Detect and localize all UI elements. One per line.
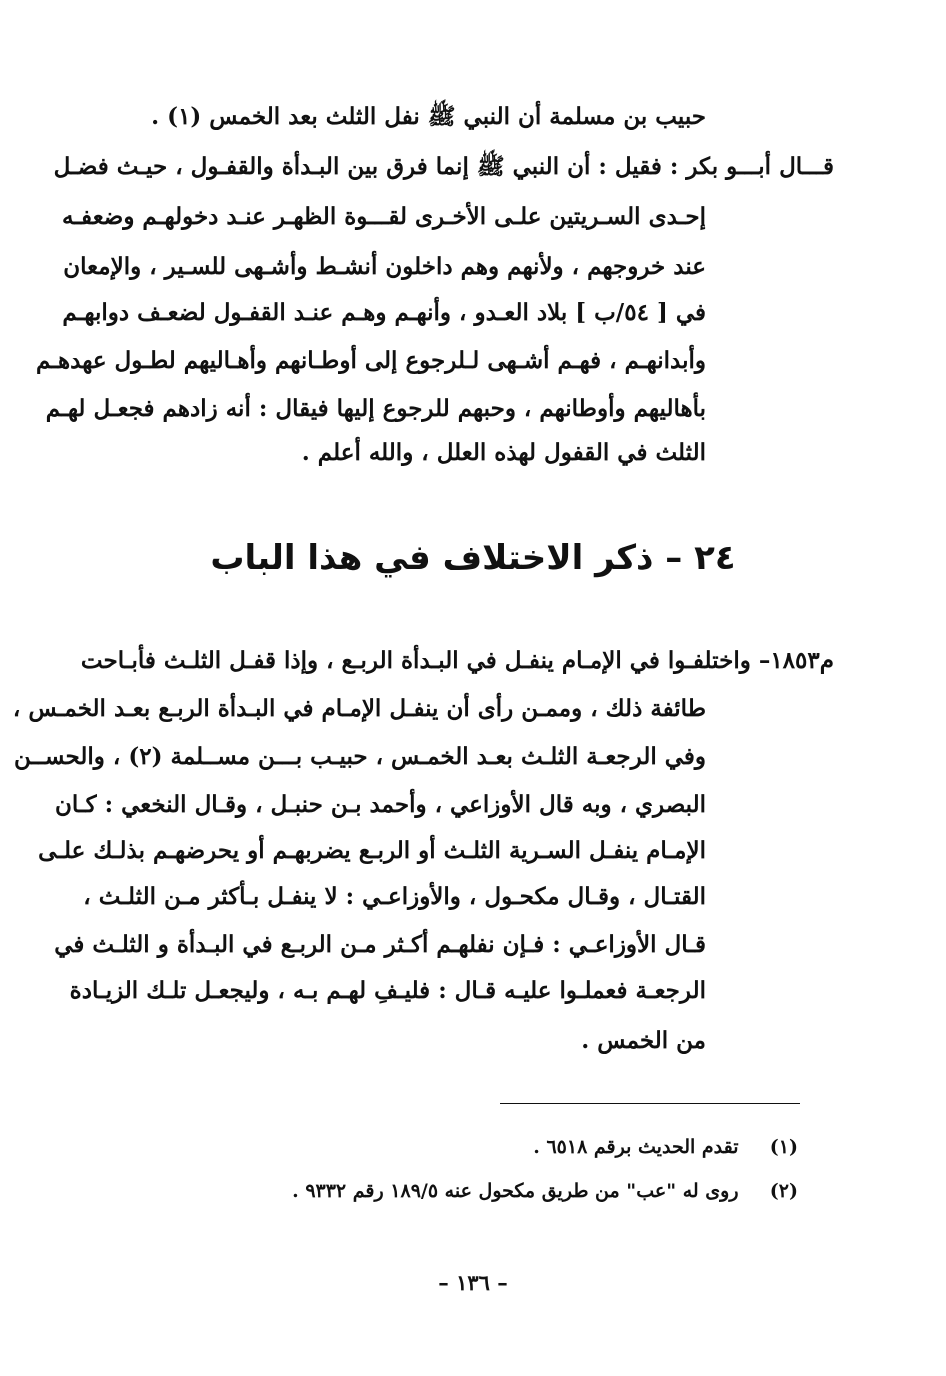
para1-line-3: عند خروجهم ، ولأنهم وهم داخلون أنشـط وأشـهى للسـير ، والإمعان: [63, 253, 706, 280]
footnote-text: تقدم الحديث برقم ٦٥١٨ .: [533, 1136, 739, 1158]
para2-line-5: الإمـام ينفـل السـرية الثلـث أو الربـع يضربهـم أو يحرضهـم بذلـك علـى: [38, 837, 706, 864]
para2-line-9: من الخمس .: [581, 1027, 706, 1054]
intro-line: حبيب بن مسلمة أن النبي ﷺ نفل الثلث بعد الخمس (١) .: [151, 103, 706, 130]
para1-line-4: في [ ٥٤/ب ] بلاد العـدو ، وأنهـم وهـم عنـد القفـول لضعـف دوابهـم: [62, 299, 706, 326]
footnote-1: [533, 1134, 798, 1160]
para2-line-1: م١٨٥٣– واختلفـوا في الإمـام ينفـل في البـدأة الربـع ، وإذا قفـل الثلـث فأبـاحت: [80, 647, 834, 674]
para1-line-5: وأبدانهـم ، فهـم أشـهى لـلرجوع إلى أوطـانهم وأهـاليهم لطـول عهدهـم: [35, 347, 706, 374]
para2-line-7: قـال الأوزاعـي : فـإن نفلهـم أكـثر مـن الربـع في البـدأة و الثلـث في: [54, 931, 706, 958]
para2-line-8: الرجعـة فعملـوا عليـه قـال : فليـفِ لهـم بـه ، وليجعـل تلـك الزيـادة: [69, 977, 706, 1004]
footnote-divider: [500, 1103, 800, 1104]
footnote-text: روى له "عب" من طريق مكحول عنه ١٨٩/٥ رقم ٩٣٣٢ .: [292, 1180, 739, 1202]
para2-line-3: وفي الرجعـة الثلـث بعـد الخمـس ، حبيـب بـــن مســلمة (٢) ، والحســن: [14, 743, 706, 770]
para2-line-2: طائفة ذلك ، وممـن رأى أن ينفـل الإمـام في البـدأة الربـع بعـد الخمـس ،: [12, 695, 706, 722]
para2-line-6: القتـال ، وقـال مكحـول ، والأوزاعـي : لا ينفـل بـأكثر مـن الثلـث ،: [83, 883, 706, 910]
section-heading: ٢٤ – ذكر الاختلاف في هذا الباب: [210, 538, 736, 578]
footnote-2: [292, 1178, 798, 1204]
footnote-marker: (٢): [769, 1180, 798, 1202]
para1-line-1: قـــال أبـــو بكر : فقيل : أن النبي ﷺ إنما فرق بين البـدأة والقفـول ، حيـث فضـل: [53, 153, 834, 180]
para1-line-6: بأهاليهم وأوطانهم ، وحبهم للرجوع إليها فيقال : أنه زادهم فجعـل لهـم: [45, 395, 706, 422]
para1-line-7: الثلث في القفول لهذه العلل ، والله أعلم .: [301, 439, 706, 466]
page-number: – ١٣٦ –: [438, 1270, 508, 1295]
footnote-marker: (١): [769, 1136, 798, 1158]
para2-line-4: البصري ، وبه قال الأوزاعي ، وأحمد بـن حنبـل ، وقـال النخعي : كـان: [55, 791, 706, 818]
para1-line-2: إحـدى السـريتين علـى الأخـرى لقـــوة الظهـر عنـد دخولهـم وضعفـه: [61, 203, 706, 230]
